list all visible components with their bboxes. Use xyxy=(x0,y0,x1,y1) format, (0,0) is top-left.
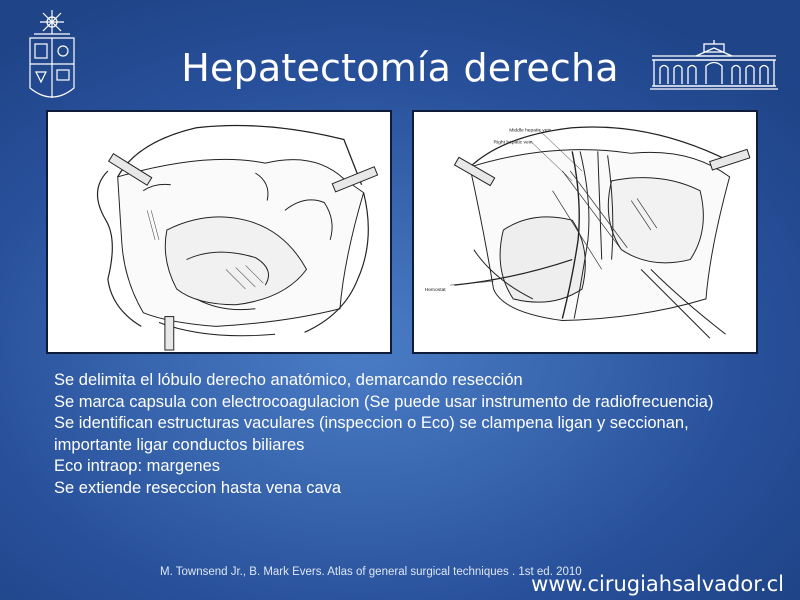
bullet-item: Eco intraop: margenes xyxy=(54,457,221,475)
surgical-illustration-left xyxy=(46,110,392,354)
bullet-list xyxy=(54,370,754,499)
bullet-item: Se identifican estructuras vaculares (inspeccion o Eco) se clampena ligan y seccionan, importante ligar conductos biliares xyxy=(54,414,689,454)
citation: M. Townsend Jr., B. Mark Evers. Atlas of general surgical techniques . 1st ed. 2010 xyxy=(160,566,582,578)
slide-title: Hepatectomía derecha xyxy=(181,46,619,90)
label-hemostat: Hemostat xyxy=(424,288,446,294)
bullet-item: Se marca capsula con electrocoagulacion (Se puede usar instrumento de radiofrecuencia) xyxy=(54,392,714,411)
label-middle-hepatic-vein: Middle hepatic vein xyxy=(509,128,552,134)
bullet-item: Se delimita el lóbulo derecho anatómico, demarcando resección xyxy=(54,371,523,389)
bullet-item: Se extiende reseccion hasta vena cava xyxy=(54,478,342,497)
surgical-illustration-right xyxy=(412,110,758,354)
label-right-hepatic-vein: Right hepatic vein xyxy=(493,140,533,146)
website-url: www.cirugiahsalvador.cl xyxy=(531,572,784,596)
